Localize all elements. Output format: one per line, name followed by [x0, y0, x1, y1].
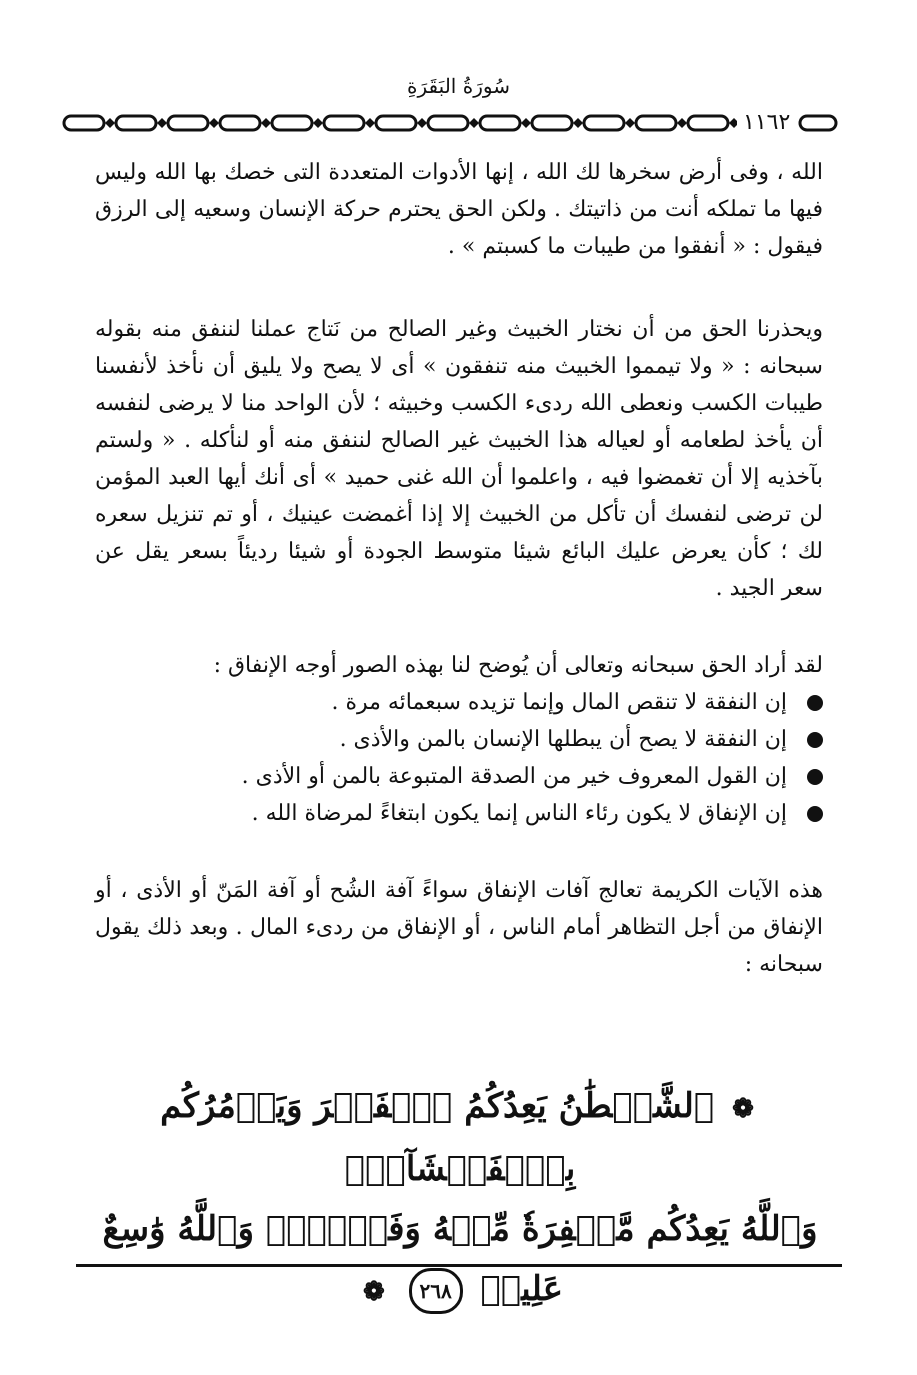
- chain-link: [64, 116, 104, 130]
- chain-link: [116, 116, 156, 130]
- page-body: [95, 148, 823, 983]
- chain-diamond: [365, 118, 375, 128]
- chain-diamond: [105, 118, 115, 128]
- chain-diamond: [573, 118, 583, 128]
- paragraph-3-intro: لقد أراد الحق سبحانه وتعالى أن يُوضح لنا بهذه الصور أوجه الإنفاق :: [213, 653, 823, 678]
- chain-ornament: [62, 110, 840, 136]
- chain-link: [480, 116, 520, 130]
- paragraph-1: الله ، وفى أرض سخرها لك الله ، إنها الأدوات المتعددة التى خصك بها الله وليس فيها ما تملكه أنت من ذاتيتك . ولكن الحق يحترم حركة الإنسان وسعيه إلى الرزق فيقول : « أنفقوا من طيبات ما كسبتم » .: [95, 160, 823, 259]
- chain-diamond: [261, 118, 271, 128]
- verse-text-2: وَٱللَّهُ يَعِدُكُم مَّغۡفِرَةٗ مِّنۡهُ وَفَضۡلٗاۗ وَٱللَّهُ وَٰسِعٌ عَلِيمٞ: [102, 1209, 818, 1309]
- chain-link: [688, 116, 728, 130]
- footer-rule: [76, 1264, 842, 1267]
- paragraph-4: هذه الآيات الكريمة تعالج آفات الإنفاق سواءً آفة الشُح أو آفة المَنّ أو الأذى ، أو الإنفاق من أجل التظاهر أمام الناس ، أو الإنفاق من ردىء المال . وبعد ذلك يقول سبحانه :: [95, 878, 823, 977]
- chain-diamond: [313, 118, 323, 128]
- chain-link: [324, 116, 364, 130]
- page-number: ١١٦٢: [737, 110, 796, 136]
- chain-link: [376, 116, 416, 130]
- bullet-item: إن الإنفاق لا يكون رئاء الناس إنما يكون ابتغاءً لمرضاة الله .: [95, 795, 823, 832]
- verse-line-1: [80, 1076, 840, 1199]
- verse-line-2: [80, 1199, 840, 1322]
- chain-link: [532, 116, 572, 130]
- quran-verse: [80, 1076, 840, 1322]
- chain-diamond: [625, 118, 635, 128]
- chain-diamond: [157, 118, 167, 128]
- verse-text-1: ٱلشَّيۡطَٰنُ يَعِدُكُمُ ٱلۡفَقۡرَ وَيَأۡمُرُكُم بِٱلۡفَحۡشَآءِۖ: [160, 1086, 715, 1189]
- chain-diamond: [677, 118, 687, 128]
- paragraph-2: ويحذرنا الحق من أن نختار الخبيث وغير الصالح من نَتاج عملنا لننفق منه بقوله سبحانه : « ولا تيمموا الخبيث منه تنفقون » أى لا يصح ولا يليق أن نأخذ لأنفسنا طيبات الكسب ونعطى الله ردىء الكسب وخبيثه ؛ لأن الواحد منا لا يرضى لنفسه أن يأخذ لطعامه أو لعياله هذا الخبيث غير الصالح لننفق منه أو لنأكله . « ولستم بآخذيه إلا أن تغمضوا فيه ، واعلموا أن الله غنى حميد » أى أنك أيها العبد المؤمن لن ترضى لنفسك أن تأكل من الخبيث إلا إذا أغمضت عينيك ، أو تم تنزيل سعره لك ؛ كأن يعرض عليك البائع شيئا متوسط الجودة أو شيئا رديئاً بسعر يقل عن سعر الجيد .: [95, 317, 823, 601]
- chain-diamond: [469, 118, 479, 128]
- bullet-item: إن النفقة لا تنقص المال وإنما تزيده سبعمائه مرة .: [95, 684, 823, 721]
- chain-ornament-svg: [62, 110, 840, 136]
- header-ornament-row: [62, 110, 840, 136]
- chain-link: [636, 116, 676, 130]
- bullet-list: [95, 684, 823, 832]
- chain-link: [800, 116, 836, 130]
- chain-link: [168, 116, 208, 130]
- chain-diamond: [521, 118, 531, 128]
- floral-ornament-icon: ❁: [362, 1277, 385, 1307]
- bullet-item: إن القول المعروف خير من الصدقة المتبوعة بالمن أو الأذى .: [95, 758, 823, 795]
- surah-title: سُورَةُ البَقَرَةِ: [407, 74, 510, 98]
- chain-link: [428, 116, 468, 130]
- floral-ornament-icon: ❁: [732, 1094, 754, 1124]
- chain-link: [272, 116, 312, 130]
- ayah-number-marker: ٢٦٨: [409, 1268, 463, 1314]
- chain-diamond: [209, 118, 219, 128]
- chain-diamond: [417, 118, 427, 128]
- chain-link: [584, 116, 624, 130]
- chain-link: [220, 116, 260, 130]
- bullet-item: إن النفقة لا يصح أن يبطلها الإنسان بالمن والأذى .: [95, 721, 823, 758]
